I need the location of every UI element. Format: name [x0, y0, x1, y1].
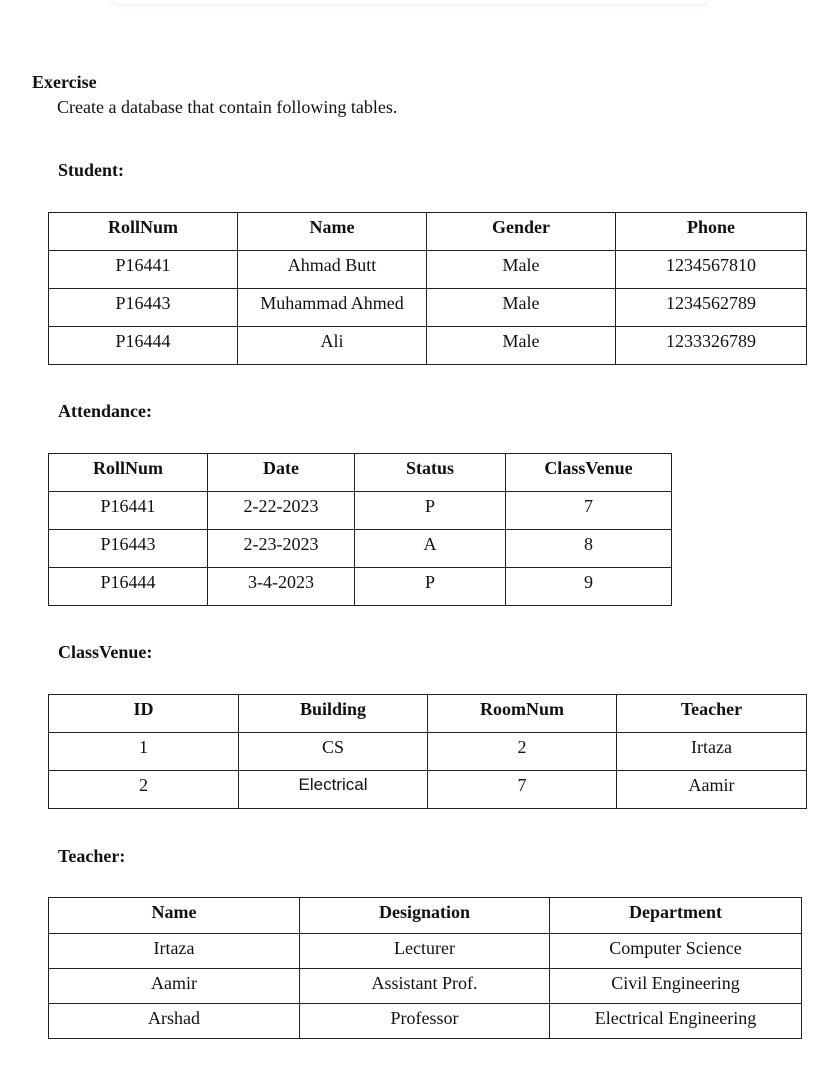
- table-row: [49, 969, 802, 1004]
- table-cell: P16443: [49, 530, 208, 568]
- table-cell: 9: [506, 568, 672, 606]
- table-cell: P16441: [49, 251, 238, 289]
- column-header: RoomNum: [428, 695, 617, 733]
- table-cell: 1234562789: [616, 289, 807, 327]
- table-row: [49, 530, 672, 568]
- column-header: Department: [550, 898, 802, 934]
- table-cell: Assistant Prof.: [300, 969, 550, 1004]
- table-header-row: [49, 454, 672, 492]
- exercise-intro: Create a database that contain following tables.: [57, 97, 398, 117]
- student-caption: Student:: [58, 160, 125, 180]
- table-cell: Ahmad Butt: [238, 251, 427, 289]
- column-header: RollNum: [49, 454, 208, 492]
- column-header: Status: [355, 454, 506, 492]
- table-cell: Ali: [238, 327, 427, 365]
- attendance-table: [48, 453, 672, 606]
- table-row: [49, 934, 802, 969]
- table-cell: Professor: [300, 1004, 550, 1039]
- column-header: Name: [49, 898, 300, 934]
- table-cell: A: [355, 530, 506, 568]
- column-header: RollNum: [49, 213, 238, 251]
- table-cell: Aamir: [617, 771, 807, 809]
- table-cell: 2: [49, 771, 239, 809]
- table-row: [49, 568, 672, 606]
- table-cell: Arshad: [49, 1004, 300, 1039]
- table-cell: 2-22-2023: [208, 492, 355, 530]
- student-table: [48, 212, 807, 365]
- column-header: Designation: [300, 898, 550, 934]
- table-cell: 7: [428, 771, 617, 809]
- table-cell: 2: [428, 733, 617, 771]
- table-cell: Computer Science: [550, 934, 802, 969]
- table-cell: Male: [427, 327, 616, 365]
- column-header: Gender: [427, 213, 616, 251]
- table-cell: P: [355, 492, 506, 530]
- table-cell: 3-4-2023: [208, 568, 355, 606]
- column-header: Phone: [616, 213, 807, 251]
- table-header-row: [49, 898, 802, 934]
- table-cell: Electrical: [239, 771, 428, 809]
- table-cell: CS: [239, 733, 428, 771]
- table-row: [49, 327, 807, 365]
- column-header: ID: [49, 695, 239, 733]
- table-row: [49, 492, 672, 530]
- classvenue-table: [48, 694, 807, 809]
- table-cell: 2-23-2023: [208, 530, 355, 568]
- attendance-caption: Attendance:: [58, 401, 152, 421]
- table-row: [49, 289, 807, 327]
- table-row: [49, 771, 807, 809]
- table-cell: Irtaza: [617, 733, 807, 771]
- table-cell: Aamir: [49, 969, 300, 1004]
- table-cell: Irtaza: [49, 934, 300, 969]
- table-cell: 7: [506, 492, 672, 530]
- table-cell: 8: [506, 530, 672, 568]
- table-row: [49, 251, 807, 289]
- classvenue-caption: ClassVenue:: [58, 642, 153, 662]
- table-header-row: [49, 695, 807, 733]
- column-header: Teacher: [617, 695, 807, 733]
- column-header: Date: [208, 454, 355, 492]
- column-header: ClassVenue: [506, 454, 672, 492]
- table-cell: 1: [49, 733, 239, 771]
- table-cell: Male: [427, 289, 616, 327]
- table-cell: Lecturer: [300, 934, 550, 969]
- table-cell: Civil Engineering: [550, 969, 802, 1004]
- table-header-row: [49, 213, 807, 251]
- table-cell: Male: [427, 251, 616, 289]
- column-header: Name: [238, 213, 427, 251]
- table-cell: P16444: [49, 568, 208, 606]
- table-cell: P16444: [49, 327, 238, 365]
- table-cell: Muhammad Ahmed: [238, 289, 427, 327]
- page-top-edge: [110, 0, 710, 4]
- teacher-caption: Teacher:: [58, 846, 126, 866]
- table-row: [49, 733, 807, 771]
- exercise-heading: Exercise: [32, 72, 97, 92]
- table-cell: 1233326789: [616, 327, 807, 365]
- column-header: Building: [239, 695, 428, 733]
- teacher-table: [48, 897, 802, 1039]
- table-cell: P16443: [49, 289, 238, 327]
- table-row: [49, 1004, 802, 1039]
- table-cell: 1234567810: [616, 251, 807, 289]
- table-cell: Electrical Engineering: [550, 1004, 802, 1039]
- table-cell: P16441: [49, 492, 208, 530]
- table-cell: P: [355, 568, 506, 606]
